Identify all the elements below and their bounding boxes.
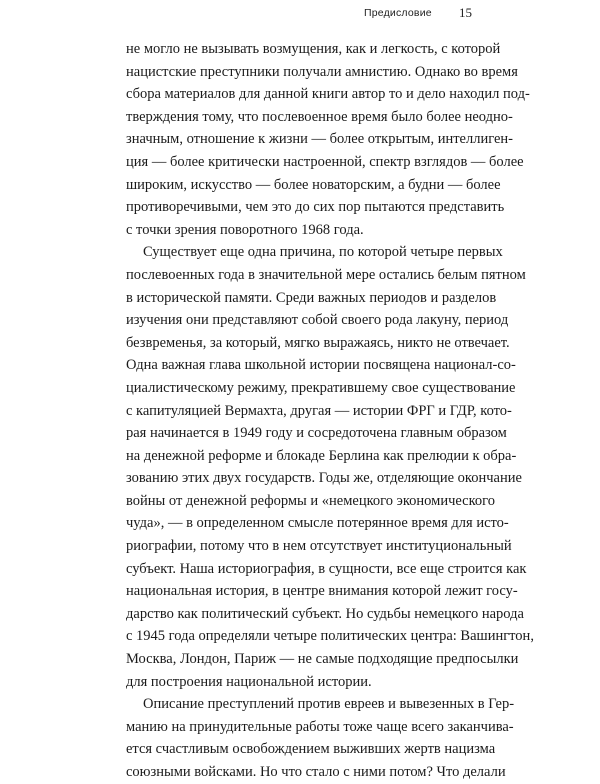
text-line: циалистическому режиму, прекратившему свое существование <box>126 379 516 396</box>
text-line: с точки зрения поворотного 1968 года. <box>126 221 364 238</box>
text-line: зованию этих двух государств. Годы же, отделяющие окончание <box>126 470 522 487</box>
text-line: дарство как политический субъект. Но судьбы немецкого народа <box>126 605 524 622</box>
text-line: манию на принудительные работы тоже чаще всего заканчива- <box>126 718 514 735</box>
page-header <box>0 3 600 23</box>
text-line: Москва, Лондон, Париж — не самые подходящие предпосылки <box>126 651 519 668</box>
text-line: ция — более критически настроенной, спектр взглядов — более <box>126 153 524 170</box>
text-line: сбора материалов для данной книги автор то и дело находил под- <box>126 86 530 103</box>
text-line: послевоенных года в значительной мере остались белым пятном <box>126 266 526 283</box>
paragraph-first-line: Существует еще одна причина, по которой четыре первых <box>143 244 503 261</box>
text-line: субъект. Наша историография, в сущности, все еще строится как <box>126 560 527 577</box>
text-line: не могло не вызывать возмущения, как и легкость, с которой <box>126 41 501 57</box>
text-line: нацистские преступники получали амнистию. Однако во время <box>126 63 518 80</box>
text-line: союзными войсками. Но что стало с ними потом? Что делали <box>126 764 506 780</box>
text-line: тверждения тому, что послевоенное время было более неодно- <box>126 108 513 125</box>
text-line: в исторической памяти. Среди важных периодов и разделов <box>126 289 497 306</box>
text-line: риографии, потому что в нем отсутствует институциональный <box>126 538 512 555</box>
text-line: значным, отношение к жизни — более открытым, интеллиген- <box>126 131 514 148</box>
paragraph-first-line: Описание преступлений против евреев и вывезенных в Гер- <box>143 696 515 713</box>
text-line: национальная история, в центре внимания которой лежит госу- <box>126 583 518 600</box>
text-line: чуда», — в определенном смысле потерянное время для исто- <box>126 515 509 532</box>
text-line: изучения они представляют собой своего рода лакуну, период <box>126 312 509 329</box>
running-title: Предисловие <box>364 7 432 19</box>
text-line: для построения национальной истории. <box>126 673 372 690</box>
page-number: 15 <box>459 5 472 20</box>
text-line: Одна важная глава школьной истории посвящена национал-со- <box>126 357 516 374</box>
body-text <box>126 38 534 784</box>
text-line: ется счастливым освобождением выживших жертв нацизма <box>126 741 496 758</box>
text-line: с капитуляцией Вермахта, другая — истории ФРГ и ГДР, кото- <box>126 402 512 419</box>
text-line: с 1945 года определяли четыре политических центра: Вашингтон, <box>126 628 534 645</box>
text-line: рая начинается в 1949 году и сосредоточена главным образом <box>126 425 507 442</box>
text-line: противоречивыми, чем это до сих пор пытаются представить <box>126 199 505 216</box>
text-line: войны от денежной реформы и «немецкого экономического <box>126 492 495 509</box>
text-line: безвременья, за который, мягко выражаясь, никто не отвечает. <box>126 334 510 351</box>
text-line: широким, искусство — более новаторским, а будни — более <box>126 176 501 193</box>
text-line: на денежной реформе и блокаде Берлина как прелюдии к обра- <box>126 447 517 464</box>
